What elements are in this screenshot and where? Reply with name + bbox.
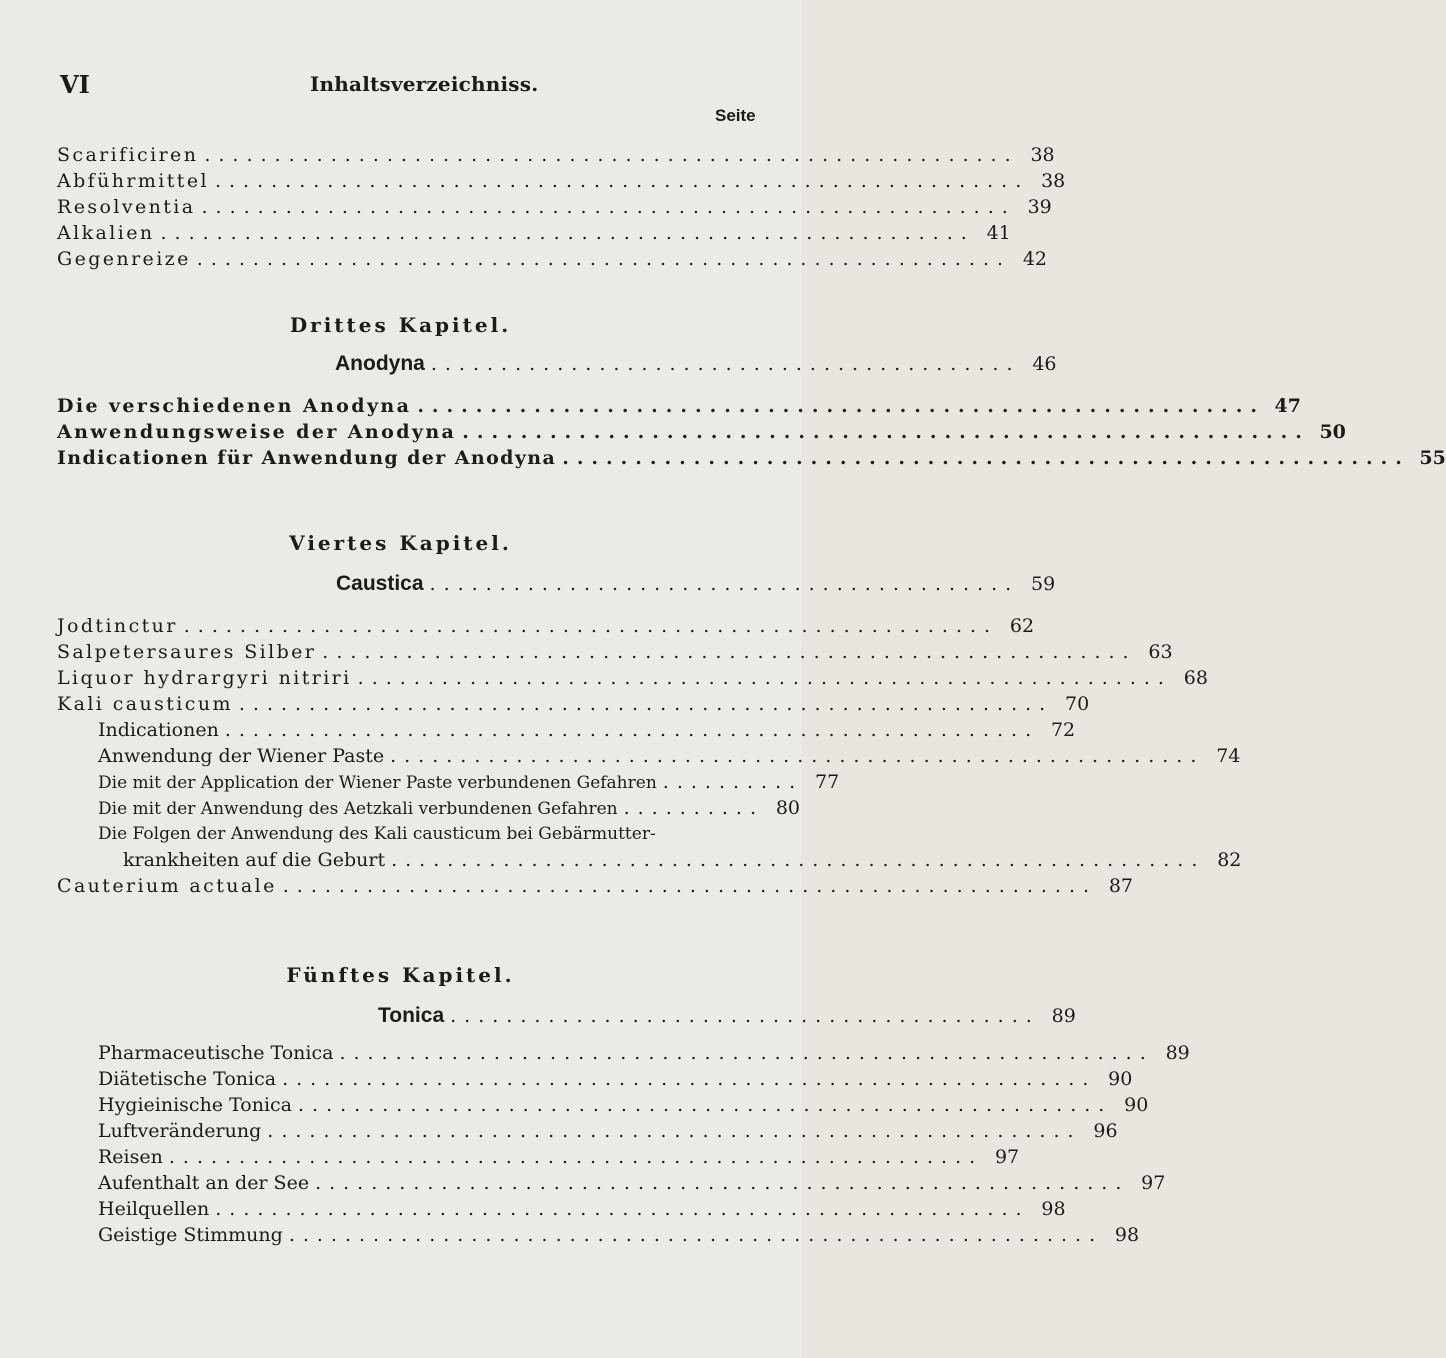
toc-subentry: Geistige Stimmung .......................................................... 98 (98, 1224, 1140, 1246)
toc-subentry: Indicationen .......................................................... 72 (98, 719, 1076, 741)
toc-entry: Die verschiedenen Anodyna .......................................................... 47 (57, 395, 1301, 417)
page-number: VI (60, 70, 90, 99)
chapter-heading: Viertes Kapitel. (289, 531, 512, 555)
toc-entry: Alkalien .......................................................... 41 (57, 222, 1011, 244)
section-heading: Caustica .......................................... 59 (336, 572, 1056, 595)
toc-subentry: Pharmaceutische Tonica .......................................................... 89 (98, 1042, 1190, 1064)
toc-entry: Resolventia .......................................................... 39 (57, 196, 1052, 218)
toc-entry: Abführmittel .......................................................... 38 (57, 170, 1066, 192)
toc-subentry: Reisen .......................................................... 97 (98, 1146, 1020, 1168)
toc-subentry: Diätetische Tonica .......................................................... 90 (98, 1068, 1133, 1090)
toc-entry: Jodtinctur .......................................................... 62 (57, 615, 1035, 637)
page-column-label: Seite (715, 106, 756, 125)
toc-subentry: Heilquellen .......................................................... 98 (98, 1198, 1066, 1220)
toc-entry: Gegenreize .......................................................... 42 (57, 248, 1048, 270)
toc-entry: Scarificiren .......................................................... 38 (57, 144, 1055, 166)
toc-subentry: krankheiten auf die Geburt .......................................................... 82 (123, 849, 1242, 871)
chapter-heading: Drittes Kapitel. (289, 313, 512, 337)
running-title: Inhaltsverzeichniss. (310, 72, 539, 96)
toc-entry: Liquor hydrargyri nitriri .......................................................... 68 (57, 667, 1208, 689)
toc-entry: Cauterium actuale .......................................................... 87 (57, 875, 1134, 897)
section-heading: Anodyna .......................................... 46 (335, 352, 1057, 375)
toc-entry: Kali causticum .......................................................... 70 (57, 693, 1090, 715)
chapter-heading: Fünftes Kapitel. (286, 963, 515, 987)
toc-subentry: Aufenthalt an der See .......................................................... 97 (98, 1172, 1166, 1194)
toc-entry: Indicationen für Anwendung der Anodyna .......................................................... 55 (57, 447, 1446, 469)
toc-subentry-line: Die Folgen der Anwendung des Kali causticum bei Gebärmutter- (98, 824, 656, 844)
section-heading: Tonica .......................................... 89 (378, 1004, 1076, 1027)
toc-subentry: Die mit der Application der Wiener Paste verbundenen Gefahren .......... 77 (98, 771, 840, 793)
running-head (0, 60, 801, 100)
toc-subentry: Anwendung der Wiener Paste .......................................................... 74 (98, 745, 1241, 767)
toc-subentry: Hygieinische Tonica .......................................................... 90 (98, 1094, 1149, 1116)
toc-entry: Salpetersaures Silber .......................................................... 63 (57, 641, 1173, 663)
toc-entry: Anwendungsweise der Anodyna .......................................................... 50 (57, 421, 1346, 443)
toc-subentry: Luftveränderung .......................................................... 96 (98, 1120, 1118, 1142)
toc-subentry: Die mit der Anwendung des Aetzkali verbundenen Gefahren .......... 80 (98, 797, 800, 819)
